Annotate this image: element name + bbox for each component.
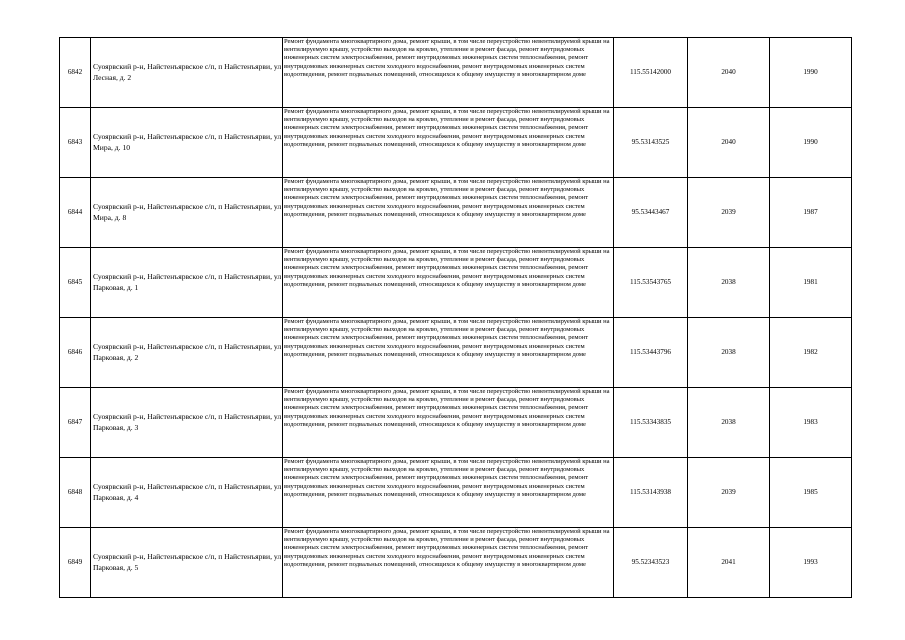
- table-row: [60, 178, 852, 248]
- row-number: 6846: [60, 318, 91, 388]
- cost-cell: 115.53443796: [614, 318, 688, 388]
- address-cell: Суоярвский р-н, Найстенъярвское с/п, п Найстенъярви, ул Парковая, д. 3: [91, 388, 283, 458]
- built-year-cell: 1993: [770, 528, 852, 598]
- address-cell: Суоярвский р-н, Найстенъярвское с/п, п Найстенъярви, ул Мира, д. 10: [91, 108, 283, 178]
- row-number: 6842: [60, 38, 91, 108]
- works-cell: Ремонт фундамента многоквартирного дома, ремонт крыши, в том числе переустройство невентилируемой крыши на вентилируемую крышу, устройство выходов на кровлю, утепление и ремонт фасада, ремонт внутридомовых инженерных систем электроснабжения, ремонт внутридомовых инженерных систем теплоснабжения, ремонт внутридомовых инженерных систем холодного водоснабжения, ремонт внутридомовых инженерных систем водоотведения, ремонт подвальных помещений, относящихся к общему имуществу в многоквартирном доме: [283, 38, 614, 108]
- address-cell: Суоярвский р-н, Найстенъярвское с/п, п Найстенъярви, ул Парковая, д. 4: [91, 458, 283, 528]
- built-year-cell: 1985: [770, 458, 852, 528]
- planned-year-cell: 2038: [688, 318, 770, 388]
- cost-cell: 95.52343523: [614, 528, 688, 598]
- works-cell: Ремонт фундамента многоквартирного дома, ремонт крыши, в том числе переустройство невентилируемой крыши на вентилируемую крышу, устройство выходов на кровлю, утепление и ремонт фасада, ремонт внутридомовых инженерных систем электроснабжения, ремонт внутридомовых инженерных систем теплоснабжения, ремонт внутридомовых инженерных систем холодного водоснабжения, ремонт внутридомовых инженерных систем водоотведения, ремонт подвальных помещений, относящихся к общему имуществу в многоквартирном доме: [283, 318, 614, 388]
- cost-cell: 95.53443467: [614, 178, 688, 248]
- table-row: [60, 248, 852, 318]
- address-cell: Суоярвский р-н, Найстенъярвское с/п, п Найстенъярви, ул Лесная, д. 2: [91, 38, 283, 108]
- row-number: 6848: [60, 458, 91, 528]
- built-year-cell: 1983: [770, 388, 852, 458]
- row-number: 6845: [60, 248, 91, 318]
- cost-cell: 115.53543765: [614, 248, 688, 318]
- table-row: [60, 388, 852, 458]
- planned-year-cell: 2041: [688, 528, 770, 598]
- works-cell: Ремонт фундамента многоквартирного дома, ремонт крыши, в том числе переустройство невентилируемой крыши на вентилируемую крышу, устройство выходов на кровлю, утепление и ремонт фасада, ремонт внутридомовых инженерных систем электроснабжения, ремонт внутридомовых инженерных систем теплоснабжения, ремонт внутридомовых инженерных систем холодного водоснабжения, ремонт внутридомовых инженерных систем водоотведения, ремонт подвальных помещений, относящихся к общему имуществу в многоквартирном доме: [283, 458, 614, 528]
- built-year-cell: 1982: [770, 318, 852, 388]
- planned-year-cell: 2038: [688, 248, 770, 318]
- row-number: 6843: [60, 108, 91, 178]
- table-row: [60, 38, 852, 108]
- works-cell: Ремонт фундамента многоквартирного дома, ремонт крыши, в том числе переустройство невентилируемой крыши на вентилируемую крышу, устройство выходов на кровлю, утепление и ремонт фасада, ремонт внутридомовых инженерных систем электроснабжения, ремонт внутридомовых инженерных систем теплоснабжения, ремонт внутридомовых инженерных систем холодного водоснабжения, ремонт внутридомовых инженерных систем водоотведения, ремонт подвальных помещений, относящихся к общему имуществу в многоквартирном доме: [283, 108, 614, 178]
- cost-cell: 95.53143525: [614, 108, 688, 178]
- cost-cell: 115.53343835: [614, 388, 688, 458]
- row-number: 6849: [60, 528, 91, 598]
- cost-cell: 115.53143938: [614, 458, 688, 528]
- table-row: [60, 318, 852, 388]
- built-year-cell: 1990: [770, 108, 852, 178]
- works-cell: Ремонт фундамента многоквартирного дома, ремонт крыши, в том числе переустройство невентилируемой крыши на вентилируемую крышу, устройство выходов на кровлю, утепление и ремонт фасада, ремонт внутридомовых инженерных систем электроснабжения, ремонт внутридомовых инженерных систем теплоснабжения, ремонт внутридомовых инженерных систем холодного водоснабжения, ремонт внутридомовых инженерных систем водоотведения, ремонт подвальных помещений, относящихся к общему имуществу в многоквартирном доме: [283, 248, 614, 318]
- works-cell: Ремонт фундамента многоквартирного дома, ремонт крыши, в том числе переустройство невентилируемой крыши на вентилируемую крышу, устройство выходов на кровлю, утепление и ремонт фасада, ремонт внутридомовых инженерных систем электроснабжения, ремонт внутридомовых инженерных систем теплоснабжения, ремонт внутридомовых инженерных систем холодного водоснабжения, ремонт внутридомовых инженерных систем водоотведения, ремонт подвальных помещений, относящихся к общему имуществу в многоквартирном доме: [283, 178, 614, 248]
- planned-year-cell: 2039: [688, 178, 770, 248]
- table-row: [60, 458, 852, 528]
- row-number: 6844: [60, 178, 91, 248]
- address-cell: Суоярвский р-н, Найстенъярвское с/п, п Найстенъярви, ул Парковая, д. 2: [91, 318, 283, 388]
- built-year-cell: 1990: [770, 38, 852, 108]
- registry-table: [59, 37, 852, 598]
- row-number: 6847: [60, 388, 91, 458]
- built-year-cell: 1981: [770, 248, 852, 318]
- planned-year-cell: 2040: [688, 38, 770, 108]
- planned-year-cell: 2038: [688, 388, 770, 458]
- address-cell: Суоярвский р-н, Найстенъярвское с/п, п Найстенъярви, ул Парковая, д. 5: [91, 528, 283, 598]
- planned-year-cell: 2039: [688, 458, 770, 528]
- planned-year-cell: 2040: [688, 108, 770, 178]
- works-cell: Ремонт фундамента многоквартирного дома, ремонт крыши, в том числе переустройство невентилируемой крыши на вентилируемую крышу, устройство выходов на кровлю, утепление и ремонт фасада, ремонт внутридомовых инженерных систем электроснабжения, ремонт внутридомовых инженерных систем теплоснабжения, ремонт внутридомовых инженерных систем холодного водоснабжения, ремонт внутридомовых инженерных систем водоотведения, ремонт подвальных помещений, относящихся к общему имуществу в многоквартирном доме: [283, 388, 614, 458]
- cost-cell: 115.55142000: [614, 38, 688, 108]
- built-year-cell: 1987: [770, 178, 852, 248]
- address-cell: Суоярвский р-н, Найстенъярвское с/п, п Найстенъярви, ул Парковая, д. 1: [91, 248, 283, 318]
- table-row: [60, 108, 852, 178]
- address-cell: Суоярвский р-н, Найстенъярвское с/п, п Найстенъярви, ул Мира, д. 8: [91, 178, 283, 248]
- table-row: [60, 528, 852, 598]
- works-cell: Ремонт фундамента многоквартирного дома, ремонт крыши, в том числе переустройство невентилируемой крыши на вентилируемую крышу, устройство выходов на кровлю, утепление и ремонт фасада, ремонт внутридомовых инженерных систем электроснабжения, ремонт внутридомовых инженерных систем теплоснабжения, ремонт внутридомовых инженерных систем холодного водоснабжения, ремонт внутридомовых инженерных систем водоотведения, ремонт подвальных помещений, относящихся к общему имуществу в многоквартирном доме: [283, 528, 614, 598]
